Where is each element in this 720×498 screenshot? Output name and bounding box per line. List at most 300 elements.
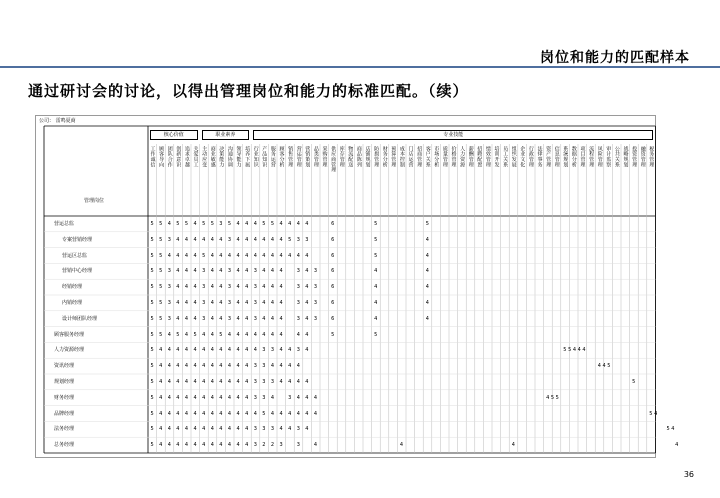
rating-cell: 4 xyxy=(245,236,249,243)
rating-cell: 4 xyxy=(288,347,292,354)
rating-cell: 3 xyxy=(262,394,266,401)
rating-cell: 3 xyxy=(296,442,300,449)
rating-cell: 3 xyxy=(270,426,275,433)
rating-cell: 4 xyxy=(279,268,283,275)
column-header: 公共关系 xyxy=(613,146,620,168)
row-label: 营运总监 xyxy=(54,221,75,227)
column-header: 薪酬管理 xyxy=(467,146,474,168)
rating-cell: 4 xyxy=(236,300,240,306)
column-header: 沟通协调 xyxy=(226,146,233,168)
rating-cell: 3 xyxy=(227,236,232,243)
rating-cell: 6 xyxy=(331,236,335,243)
column-header: 质量管理 xyxy=(441,146,448,168)
rating-cell: 5 xyxy=(227,221,232,227)
rating-cell: 4 xyxy=(193,426,197,433)
rating-cell: 4 xyxy=(167,379,171,385)
rating-cell: 5 xyxy=(150,221,154,227)
rating-cell: 4 xyxy=(279,284,283,291)
rating-cell: 4 xyxy=(296,252,300,259)
group-header: 专业技能 xyxy=(253,130,653,140)
rating-cell: 4 4 5 xyxy=(597,363,611,370)
rating-cell: 4 xyxy=(159,379,163,385)
column-header: 顾客分析 xyxy=(278,146,285,168)
column-header: 数据分析 xyxy=(570,146,577,168)
rating-cell: 4 xyxy=(202,394,206,401)
rating-cell: 4 xyxy=(253,410,257,417)
rating-cell: 4 xyxy=(399,442,404,449)
rating-cell: 4 xyxy=(176,268,180,275)
rating-cell: 4 xyxy=(245,315,249,322)
rating-cell: 5 xyxy=(150,300,154,306)
rating-cell: 4 xyxy=(675,442,679,449)
rating-cell: 5 xyxy=(184,221,189,227)
rating-cell: 3 xyxy=(305,236,309,243)
row-label: 品牌经理 xyxy=(54,410,75,417)
rating-cell: 4 xyxy=(313,442,318,449)
row-label: 内销经理 xyxy=(62,300,83,306)
rating-cell: 4 xyxy=(159,363,163,370)
rating-cell: 4 5 5 xyxy=(546,394,559,401)
rating-cell: 6 xyxy=(331,252,335,259)
rating-cell: 5 xyxy=(159,268,163,275)
rating-cell: 4 xyxy=(167,363,171,370)
rating-cell: 4 xyxy=(279,331,283,338)
rating-cell: 3 xyxy=(253,379,257,385)
rating-cell: 5 xyxy=(331,331,335,338)
rating-cell: 4 xyxy=(210,236,214,243)
rating-cell: 4 xyxy=(210,394,214,401)
column-header: 培训开发 xyxy=(493,146,500,168)
rating-cell: 4 xyxy=(253,221,257,227)
rating-cell: 4 xyxy=(219,442,223,449)
rating-cell: 4 xyxy=(210,315,214,322)
rating-cell: 4 xyxy=(279,236,283,243)
rating-cell: 4 xyxy=(253,347,257,354)
rating-cell: 5 xyxy=(150,410,154,417)
rating-cell: 4 xyxy=(159,442,163,449)
rating-cell: 4 xyxy=(305,315,309,322)
rating-cell: 4 xyxy=(227,331,232,338)
column-header: 店铺规划 xyxy=(364,146,371,168)
rating-cell: 4 xyxy=(227,426,232,433)
rating-cell: 3 xyxy=(296,347,300,354)
rating-cell: 4 xyxy=(236,442,240,449)
rating-cell: 3 xyxy=(296,236,300,243)
rating-cell: 3 xyxy=(270,379,275,385)
rating-cell: 4 xyxy=(288,363,292,370)
rating-cell: 4 xyxy=(193,252,197,259)
rating-cell: 4 xyxy=(245,347,249,354)
rating-cell: 5 xyxy=(159,315,163,322)
rating-cell: 4 xyxy=(219,236,223,243)
rating-cell: 5 xyxy=(159,331,163,338)
rating-cell: 4 xyxy=(305,331,309,338)
rating-cell: 4 xyxy=(236,363,240,370)
rating-cell: 4 xyxy=(305,300,309,306)
row-label: 设计师团队经理 xyxy=(62,315,98,322)
rating-cell: 5 xyxy=(270,221,275,227)
rating-cell: 5 xyxy=(202,252,206,259)
rating-cell: 4 xyxy=(288,379,292,385)
rating-cell: 3 xyxy=(253,315,257,322)
column-header: 成本控制 xyxy=(398,146,405,168)
rating-cell: 4 xyxy=(167,426,171,433)
rating-cell: 4 xyxy=(202,426,206,433)
rating-cell: 5 xyxy=(150,442,154,449)
rating-cell: 4 xyxy=(245,284,249,291)
rating-cell: 4 xyxy=(210,379,214,385)
rating-cell: 4 xyxy=(184,363,189,370)
rating-cell: 4 xyxy=(236,252,240,259)
rating-cell: 4 xyxy=(210,442,214,449)
rating-cell: 4 xyxy=(279,426,283,433)
rating-cell: 3 xyxy=(167,300,171,306)
rating-cell: 5 xyxy=(176,221,180,227)
rating-cell: 4 xyxy=(227,252,232,259)
rating-cell: 4 xyxy=(219,252,223,259)
rating-cell: 5 xyxy=(150,379,154,385)
rating-cell: 4 xyxy=(227,363,232,370)
rating-cell: 4 xyxy=(184,379,189,385)
rating-cell: 4 xyxy=(262,315,266,322)
rating-cell: 4 xyxy=(262,300,266,306)
rating-cell: 4 xyxy=(236,236,240,243)
rating-cell: 4 xyxy=(305,347,309,354)
rating-cell: 4 xyxy=(279,221,283,227)
rating-cell: 4 xyxy=(245,221,249,227)
rating-cell: 4 xyxy=(425,252,429,259)
rating-cell: 4 xyxy=(270,363,275,370)
rating-cell: 3 xyxy=(296,284,300,291)
rating-cell: 5 xyxy=(176,331,180,338)
column-header: 供应商管理 xyxy=(330,146,337,173)
column-header: 企业文化 xyxy=(519,146,526,168)
rating-cell: 4 xyxy=(219,394,223,401)
column-header: 商业敏感 xyxy=(209,146,216,168)
slide-subtitle: 通过研讨会的讨论，以得出管理岗位和能力的标准匹配。（续） xyxy=(28,82,469,100)
rating-cell: 4 xyxy=(270,252,275,259)
rating-cell: 4 xyxy=(425,284,429,291)
rating-cell: 4 xyxy=(227,379,232,385)
rating-cell: 4 xyxy=(176,394,180,401)
row-label: 经销经理 xyxy=(62,284,83,291)
rating-cell: 4 xyxy=(374,300,378,306)
rating-cell: 4 xyxy=(305,426,309,433)
rating-cell: 4 xyxy=(202,236,206,243)
rating-cell: 6 xyxy=(331,221,335,227)
rating-cell: 4 xyxy=(288,426,292,433)
rating-cell: 4 xyxy=(236,284,240,291)
rating-cell: 4 xyxy=(245,379,249,385)
rating-cell: 4 xyxy=(305,268,309,275)
rating-cell: 3 xyxy=(202,268,206,275)
rating-cell: 4 xyxy=(227,442,232,449)
rating-cell: 4 xyxy=(167,347,171,354)
rating-cell: 3 xyxy=(296,426,300,433)
rating-cell: 4 xyxy=(270,394,275,401)
rating-cell: 4 xyxy=(425,268,429,275)
rating-cell: 4 xyxy=(279,315,283,322)
rating-cell: 3 xyxy=(262,426,266,433)
row-label: 规划经理 xyxy=(54,379,75,385)
rating-cell: 3 xyxy=(227,315,232,322)
column-header: 创新意识 xyxy=(175,146,182,168)
column-header: 人力资源 xyxy=(459,146,466,168)
rating-cell: 5 xyxy=(632,379,636,385)
rating-cell: 4 xyxy=(245,426,249,433)
rating-cell: 6 xyxy=(331,300,335,306)
rating-cell: 3 xyxy=(253,442,257,449)
rating-cell: 4 xyxy=(219,363,223,370)
rating-cell: 4 xyxy=(176,379,180,385)
rating-cell: 4 xyxy=(184,268,189,275)
rating-cell: 4 xyxy=(167,331,171,338)
rating-cell: 4 xyxy=(288,410,292,417)
rating-cell: 3 xyxy=(227,300,232,306)
column-header: 关爱员工 xyxy=(192,146,199,168)
rating-cell: 4 xyxy=(236,410,240,417)
rating-cell: 5 xyxy=(159,236,163,243)
rating-cell: 5 xyxy=(193,331,197,338)
column-header: 领导能力 xyxy=(235,146,242,168)
rating-cell: 4 xyxy=(288,221,292,227)
column-header: 组织发展 xyxy=(510,146,517,168)
rating-cell: 4 xyxy=(210,268,214,275)
rating-cell: 5 xyxy=(374,236,378,243)
column-header: 项目管理 xyxy=(579,146,586,168)
rating-cell: 3 xyxy=(313,284,318,291)
rating-cell: 4 xyxy=(176,363,180,370)
rating-cell: 4 xyxy=(296,379,300,385)
rating-cell: 3 xyxy=(313,268,318,275)
rating-cell: 4 xyxy=(202,363,206,370)
rating-cell: 4 xyxy=(159,426,163,433)
rating-cell: 4 xyxy=(262,284,266,291)
rating-cell: 3 xyxy=(262,363,266,370)
page-number: 36 xyxy=(683,470,694,479)
rating-cell: 3 xyxy=(167,236,171,243)
rating-cell: 4 xyxy=(425,315,429,322)
rating-cell: 6 xyxy=(331,315,335,322)
rating-cell: 4 xyxy=(425,300,429,306)
rating-cell: 5 xyxy=(150,284,154,291)
column-header: 资产管理 xyxy=(545,146,552,168)
rating-cell: 4 xyxy=(193,442,197,449)
column-header: 融资管理 xyxy=(639,146,646,168)
rating-cell: 4 xyxy=(176,300,180,306)
rating-cell: 3 xyxy=(167,284,171,291)
rating-cell: 3 xyxy=(296,268,300,275)
column-header: 系统规划 xyxy=(562,146,569,168)
rating-cell: 4 xyxy=(193,300,197,306)
rating-cell: 3 xyxy=(313,300,318,306)
rating-cell: 4 xyxy=(511,442,515,449)
column-header: 税务管理 xyxy=(648,146,655,168)
rating-cell: 3 xyxy=(253,426,257,433)
rating-cell: 4 xyxy=(236,331,240,338)
row-label: 顾客服务经理 xyxy=(54,331,85,338)
column-header: 法律事务 xyxy=(536,146,543,168)
rating-cell: 5 xyxy=(150,426,154,433)
rating-cell: 4 xyxy=(305,394,309,401)
column-header: 客户关系 xyxy=(424,146,431,168)
column-header: 品类管理 xyxy=(312,146,319,168)
row-label: 总务经理 xyxy=(54,442,75,449)
rating-cell: 4 xyxy=(245,363,249,370)
rating-cell: 4 xyxy=(305,379,309,385)
rating-cell: 4 xyxy=(253,252,257,259)
rating-cell: 4 xyxy=(296,394,300,401)
rating-cell: 3 xyxy=(253,300,257,306)
rating-cell: 4 xyxy=(176,236,180,243)
rating-cell: 5 xyxy=(219,331,223,338)
matching-table xyxy=(35,115,679,458)
rating-cell: 4 xyxy=(210,331,214,338)
rating-cell: 3 xyxy=(296,300,300,306)
rating-cell: 3 xyxy=(279,442,283,449)
rating-cell: 4 xyxy=(262,252,266,259)
rating-cell: 4 xyxy=(210,363,214,370)
rating-cell: 4 xyxy=(253,236,257,243)
rating-cell: 3 xyxy=(253,284,257,291)
rating-cell: 4 xyxy=(159,410,163,417)
column-header: 库存管理 xyxy=(338,146,345,168)
column-header: 财务分析 xyxy=(381,146,388,168)
rating-cell: 3 xyxy=(202,284,206,291)
rating-cell: 4 xyxy=(262,331,266,338)
row-label: 财务经理 xyxy=(54,394,75,401)
rating-cell: 5 xyxy=(374,252,378,259)
rating-cell: 4 xyxy=(193,236,197,243)
rating-cell: 4 xyxy=(262,236,266,243)
column-header: 物流配送 xyxy=(347,146,354,168)
column-header: 产品知识 xyxy=(261,146,268,168)
column-header: 招商管理 xyxy=(416,146,423,168)
rating-cell: 4 xyxy=(219,410,223,417)
rating-cell: 4 xyxy=(227,347,232,354)
rating-cell: 4 xyxy=(219,347,223,354)
rating-cell: 4 xyxy=(184,410,189,417)
rating-cell: 4 xyxy=(193,268,197,275)
rating-cell: 5 xyxy=(159,252,163,259)
column-header: 员工关系 xyxy=(502,146,509,168)
rating-cell: 4 xyxy=(279,379,283,385)
rating-cell: 4 xyxy=(202,379,206,385)
rating-cell: 5 xyxy=(425,221,429,227)
rating-cell: 4 xyxy=(167,221,171,227)
rating-cell: 3 xyxy=(270,347,275,354)
rating-cell: 4 xyxy=(245,331,249,338)
row-label: 营销中心经理 xyxy=(62,268,93,275)
rating-cell: 4 xyxy=(184,300,189,306)
rating-cell: 4 xyxy=(159,394,163,401)
rating-cell: 4 xyxy=(279,252,283,259)
rating-cell: 4 xyxy=(202,347,206,354)
column-header: 团队合作 xyxy=(166,146,173,168)
rating-cell: 4 xyxy=(193,410,197,417)
rating-cell: 4 xyxy=(245,300,249,306)
column-header: 追求卓越 xyxy=(183,146,190,168)
rating-cell: 3 xyxy=(167,268,171,275)
row-label: 资讯经理 xyxy=(54,363,75,370)
rating-cell: 3 xyxy=(227,268,232,275)
rating-cell: 4 xyxy=(210,410,214,417)
rating-cell: 5 5 4 4 4 xyxy=(563,347,586,354)
rating-cell: 4 xyxy=(236,426,240,433)
rating-cell: 4 xyxy=(425,236,429,243)
rating-cell: 6 xyxy=(331,268,335,275)
rating-cell: 5 4 xyxy=(666,426,675,433)
rating-cell: 4 xyxy=(219,426,223,433)
rating-cell: 5 xyxy=(159,221,163,227)
rating-cell: 4 xyxy=(374,284,378,291)
rating-cell: 4 xyxy=(245,394,249,401)
column-header: 工作诚信 xyxy=(149,146,156,168)
rating-cell: 4 xyxy=(227,394,232,401)
column-header: 战略规划 xyxy=(622,146,629,168)
rating-cell: 3 xyxy=(253,363,257,370)
rating-cell: 6 xyxy=(331,284,335,291)
column-header: 投资管理 xyxy=(631,146,638,168)
rating-cell: 4 xyxy=(193,347,197,354)
rating-cell: 4 xyxy=(219,379,223,385)
rating-cell: 4 xyxy=(176,426,180,433)
rating-cell: 5 xyxy=(150,394,154,401)
rating-cell: 5 xyxy=(150,315,154,322)
rating-cell: 4 xyxy=(210,252,214,259)
column-header: 商品陈列 xyxy=(355,146,362,168)
rating-cell: 4 xyxy=(296,331,300,338)
rating-cell: 3 xyxy=(262,379,266,385)
rating-cell: 4 xyxy=(219,268,223,275)
column-header: 服务运营 xyxy=(269,146,276,168)
rating-cell: 4 xyxy=(245,410,249,417)
rating-cell: 4 xyxy=(184,347,189,354)
rating-cell: 2 xyxy=(262,442,266,449)
rating-cell: 3 xyxy=(227,284,232,291)
column-header: 销售管理 xyxy=(287,146,294,168)
rating-cell: 5 xyxy=(159,284,163,291)
rating-cell: 4 xyxy=(305,221,309,227)
rating-cell: 5 xyxy=(150,252,154,259)
column-header: 预算管理 xyxy=(390,146,397,168)
rating-cell: 5 xyxy=(262,410,266,417)
rating-cell: 3 xyxy=(219,221,223,227)
column-header: 营运管理 xyxy=(295,146,302,168)
column-header: 招聘配置 xyxy=(476,146,483,168)
rating-cell: 4 xyxy=(236,394,240,401)
column-header: 流程管理 xyxy=(588,146,595,168)
rating-cell: 4 xyxy=(193,363,197,370)
rating-cell: 4 xyxy=(202,442,206,449)
rating-cell: 5 xyxy=(150,331,154,338)
rating-cell: 4 xyxy=(236,268,240,275)
rating-cell: 4 xyxy=(288,252,292,259)
rating-cell: 4 xyxy=(176,315,180,322)
rating-cell: 4 xyxy=(313,410,318,417)
rating-cell: 3 xyxy=(262,347,266,354)
rating-cell: 4 xyxy=(270,284,275,291)
row-label: 法务经理 xyxy=(54,426,75,433)
rating-cell: 4 xyxy=(167,410,171,417)
rating-cell: 4 xyxy=(184,284,189,291)
rating-cell: 5 4 xyxy=(649,410,658,417)
rating-cell: 4 xyxy=(270,300,275,306)
rating-cell: 4 xyxy=(245,268,249,275)
column-header: 信息管理 xyxy=(553,146,560,168)
rating-cell: 4 xyxy=(184,236,189,243)
rating-cell: 4 xyxy=(245,442,249,449)
